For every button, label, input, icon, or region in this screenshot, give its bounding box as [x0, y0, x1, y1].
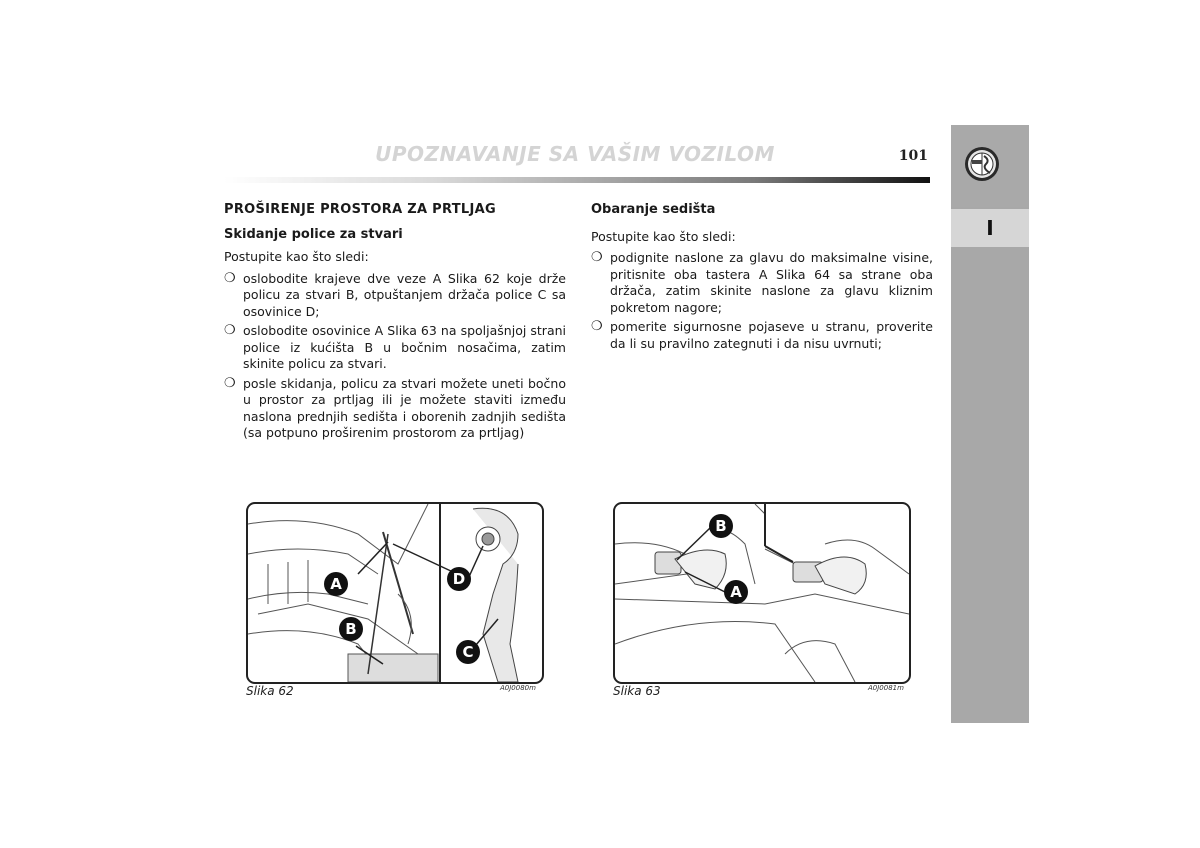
section-title: PROŠIRENJE PROSTORA ZA PRTLJAG	[224, 202, 496, 217]
callout-label-b: B	[715, 517, 727, 535]
callout-label-b: B	[345, 620, 357, 638]
page-number: 101	[898, 148, 928, 164]
intro-text: Postupite kao što sledi:	[591, 228, 736, 244]
list-item-text: pomerite sigurnosne pojaseve u stranu, proverite da li su pravilno zategnuti i da nisu uvrnuti;	[610, 319, 933, 351]
figure-caption: Slika 62	[246, 684, 294, 698]
bullet-icon: ❍	[224, 270, 236, 286]
callout-label-d: D	[452, 570, 466, 588]
shelf-pin-illustration	[615, 504, 909, 682]
list-item-text: posle skidanja, policu za stvari možete uneti bočno u prostor za prtljag ili je možete staviti između naslona prednjih sedišta i oborenih zadnjih sedišta (sa potpuno proširenim prostorom za prtljag)	[243, 375, 566, 440]
chapter-side-tab	[951, 125, 1029, 723]
list-item	[224, 376, 566, 442]
subsection-title: Skidanje police za stvari	[224, 226, 403, 242]
list-item-text: oslobodite krajeve dve veze A Slika 62 koje drže policu za stvari B, otpuštanjem držača police C sa osovinice D;	[243, 270, 566, 319]
instruction-list	[591, 250, 933, 352]
figure-code: A0J0080m	[500, 684, 536, 692]
callout-label-a: A	[330, 575, 342, 593]
callout-label-c: C	[462, 643, 474, 661]
chapter-header-title: UPOZNAVANJE SA VAŠIM VOZILOM	[375, 142, 775, 166]
bullet-icon: ❍	[224, 323, 236, 338]
list-item	[591, 319, 933, 352]
list-item-text: oslobodite osovinice A Slika 63 na spoljašnjoj strani police iz kućišta B u bočnim nosačima, zatim skinite policu za stvari.	[243, 323, 566, 371]
header-rule	[224, 177, 930, 183]
figure-63-illustration	[613, 502, 911, 684]
figure-62-illustration	[246, 502, 544, 684]
callout-label-a: A	[730, 583, 742, 601]
list-item	[224, 271, 566, 321]
intro-text: Postupite kao što sledi:	[224, 249, 369, 264]
figure-caption: Slika 63	[613, 684, 661, 698]
figure-code: A0J0081m	[868, 684, 904, 692]
list-item	[591, 250, 933, 316]
list-item	[224, 323, 566, 373]
side-tab-logo-area	[951, 125, 1029, 207]
instruction-list	[224, 271, 566, 442]
chapter-number: I	[951, 209, 1029, 247]
alfa-romeo-badge-icon	[964, 146, 1000, 182]
bullet-icon: ❍	[591, 250, 603, 265]
list-item-text: podignite naslone za glavu do maksimalne visine, pritisnite oba tastera A Slika 64 sa strane oba držača, zatim skinite naslone za glavu kliznim pokretom nagore;	[610, 250, 933, 315]
bullet-icon: ❍	[591, 319, 603, 334]
subsection-title: Obaranje sedišta	[591, 202, 716, 217]
parcel-shelf-illustration	[248, 504, 542, 682]
left-column	[224, 200, 566, 445]
bullet-icon: ❍	[224, 375, 236, 391]
right-column	[591, 200, 933, 355]
